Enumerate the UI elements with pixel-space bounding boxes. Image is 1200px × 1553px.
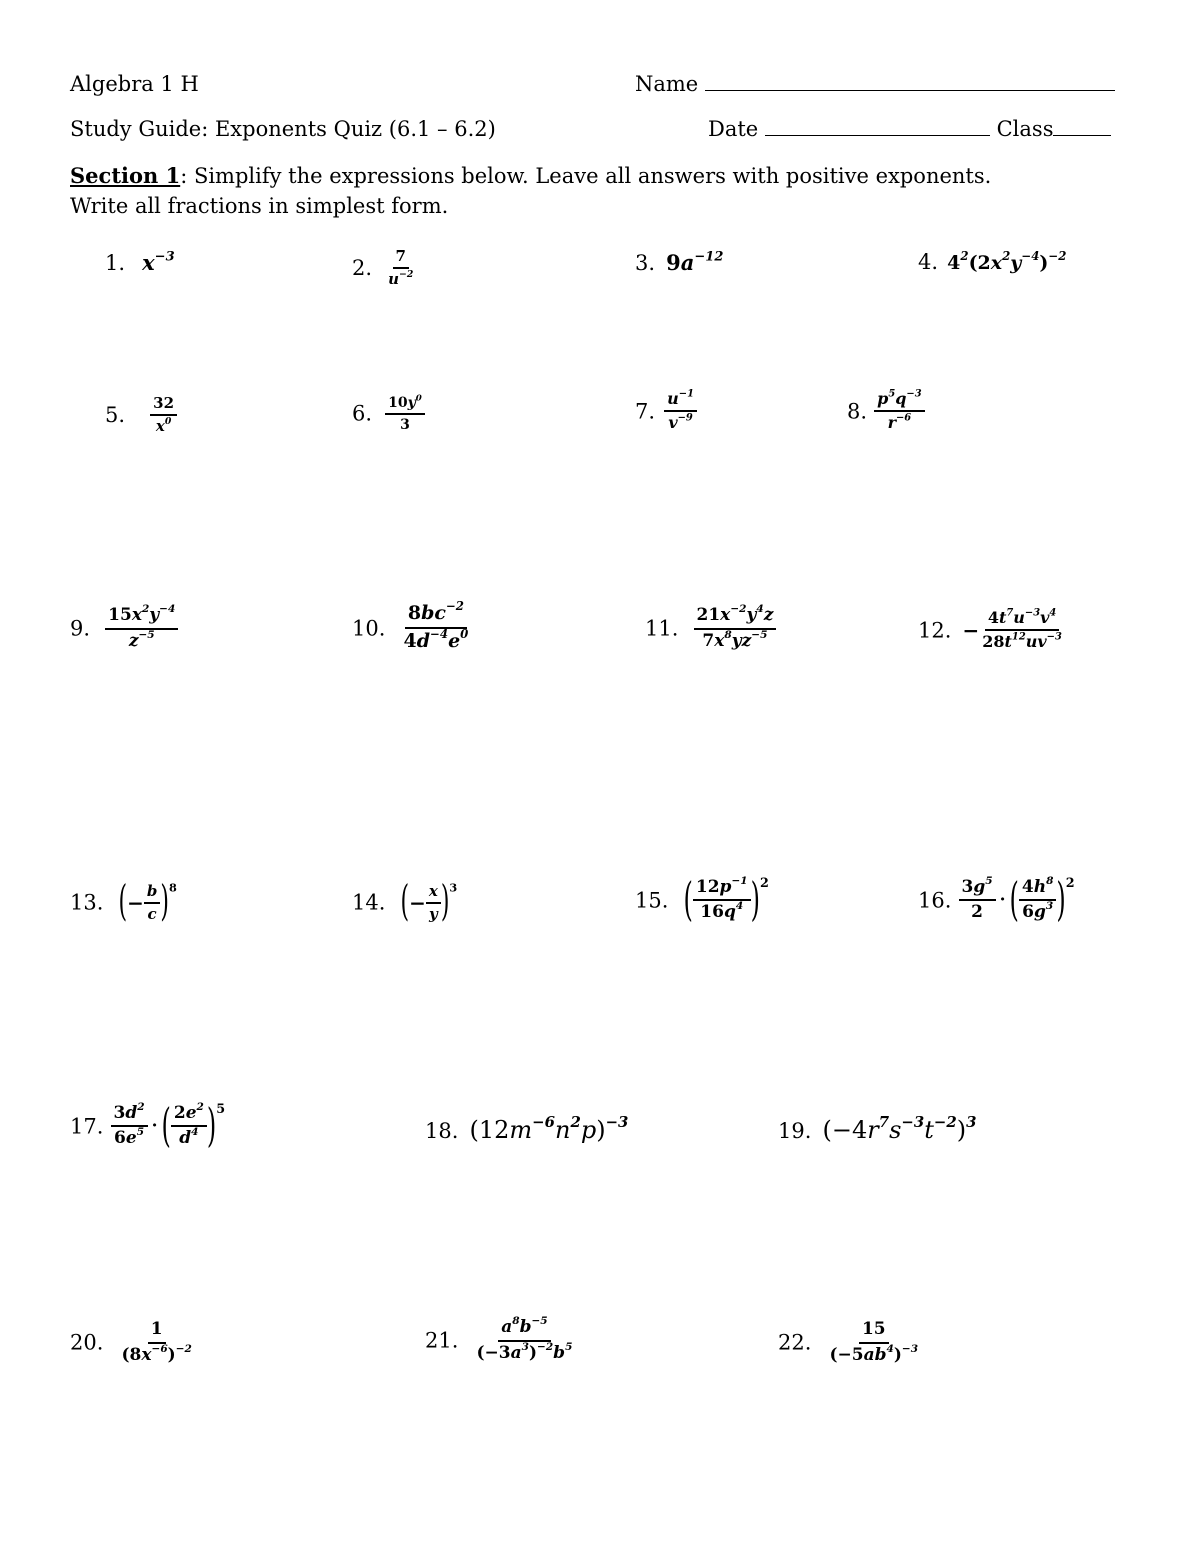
problem-8-expression: $\frac{p^5q^{-3}}{r^{-6}}$: [874, 401, 924, 420]
date-label: Date: [708, 117, 759, 141]
problem-2: 2. $\frac{7}{u^{-2}}$: [352, 248, 416, 289]
problem-15: 15. ( $\frac{12p^{-1}}{16q^4}$ )$^2$: [635, 873, 769, 927]
problem-13: 13. (− $\frac{b}{c}$ )$^8$: [70, 879, 177, 927]
problem-6: 6. $\frac{10y^0}{3}$: [352, 395, 425, 433]
problem-6-expression: $\frac{10y^0}{3}$: [385, 406, 425, 422]
problem-18-expression: $(12m^{-6}n^2p)^{-3}$: [469, 1112, 629, 1144]
date-class-field: [708, 117, 1111, 141]
problem-17: 17. $\frac{3d^2}{6e^5}$ · ( $\frac{2e^2}{d^4}$ )$^5$: [70, 1099, 226, 1153]
instructions-line1: : Simplify the expressions below. Leave all answers with positive exponents.: [180, 164, 992, 188]
problem-7: 7. $\frac{u^{-1}}{v^{-9}}$: [635, 390, 697, 433]
problem-16-expression: $\frac{3g^5}{2}$ · ( $\frac{4h^8}{6g^3}$ )$^2$: [959, 890, 1075, 910]
problem-3-expression: $9a^{-12}$: [666, 249, 724, 275]
problem-4: 4. $4^2(2x^2y^{-4})^{-2}$: [918, 249, 1067, 274]
problem-10-expression: $\frac{8bc^{-2}}{4d^{-4}e^0}$: [403, 599, 469, 652]
problem-13-expression: (− $\frac{b}{c}$ )$^8$: [118, 879, 177, 927]
problem-4-expression: $4^2(2x^2y^{-4})^{-2}$: [947, 249, 1067, 274]
name-field: [635, 72, 1115, 96]
problem-11-expression: $\frac{21x^{-2}y^4z}{7x^8yz^{-5}}$: [694, 618, 777, 638]
problem-22-expression: $\frac{15}{(-5ab^4)^{-3}}$: [829, 1319, 919, 1365]
name-blank: [705, 72, 1115, 91]
problem-21-expression: $\frac{a^8b^{-5}}{(-3a^3)^{-2}b^5}$: [476, 1315, 573, 1363]
section1-instructions: [70, 161, 991, 221]
problem-17-expression: $\frac{3d^2}{6e^5}$ · ( $\frac{2e^2}{d^4}$ )$^5$: [111, 1116, 226, 1136]
problem-2-expression: $\frac{7}{u^{-2}}$: [388, 247, 414, 289]
problem-9: 9. $\frac{15x^2y^{-4}}{z^{-5}}$: [70, 606, 178, 651]
problem-10: 10. $\frac{8bc^{-2}}{4d^{-4}e^0}$: [352, 603, 471, 653]
name-label: Name: [635, 72, 699, 96]
problem-21: 21. $\frac{a^8b^{-5}}{(-3a^3)^{-2}b^5}$: [425, 1318, 575, 1363]
problem-12-expression: − $\frac{4t^7u^{-3}v^4}{28t^{12}uv^{-3}}$: [962, 607, 1062, 652]
problem-5: 5. $\frac{32}{x^0}$: [105, 395, 177, 436]
course-title: Algebra 1 H: [70, 72, 199, 96]
problem-11: 11. $\frac{21x^{-2}y^4z}{7x^8yz^{-5}}$: [645, 606, 776, 651]
class-label: Class: [996, 117, 1054, 141]
problem-15-expression: ( $\frac{12p^{-1}}{16q^4}$ )$^2$: [683, 873, 769, 927]
problem-12: 12. − $\frac{4t^7u^{-3}v^4}{28t^{12}uv^{-3}}$: [918, 609, 1065, 652]
problem-18: 18. $(12m^{-6}n^2p)^{-3}$: [425, 1112, 629, 1144]
problem-7-expression: $\frac{u^{-1}}{v^{-9}}$: [664, 401, 697, 420]
problem-14-expression: (− $\frac{x}{y}$ )$^3$: [400, 879, 458, 927]
study-guide-title: Study Guide: Exponents Quiz (6.1 – 6.2): [70, 117, 496, 141]
problem-8: 8. $\frac{p^5q^{-3}}{r^{-6}}$: [847, 390, 925, 433]
class-blank: [1053, 117, 1111, 136]
problem-20-expression: $\frac{1}{(8x^{-6})^{-2}}$: [121, 1319, 192, 1365]
problem-9-expression: $\frac{15x^2y^{-4}}{z^{-5}}$: [105, 618, 178, 638]
problem-14: 14. (− $\frac{x}{y}$ )$^3$: [352, 879, 458, 927]
problem-16: 16. $\frac{3g^5}{2}$ · ( $\frac{4h^8}{6g^3}$ )$^2$: [918, 873, 1075, 927]
problem-3: 3. $9a^{-12}$: [635, 249, 724, 275]
problem-5-expression: $\frac{32}{x^0}$: [150, 405, 177, 423]
problem-20: 20. $\frac{1}{(8x^{-6})^{-2}}$: [70, 1320, 195, 1365]
problem-1-expression: $x^{-3}$: [142, 249, 175, 275]
instructions-line2: Write all fractions in simplest form.: [70, 194, 449, 218]
section1-label: Section 1: [70, 163, 181, 188]
date-blank: [765, 117, 990, 136]
problem-1: 1. $x^{-3}$: [105, 249, 175, 275]
problem-19: 19. $(-4r^7s^{-3}t^{-2})^3$: [778, 1112, 977, 1144]
problem-22: 22. $\frac{15}{(-5ab^4)^{-3}}$: [778, 1320, 921, 1365]
problem-19-expression: $(-4r^7s^{-3}t^{-2})^3$: [822, 1112, 977, 1144]
